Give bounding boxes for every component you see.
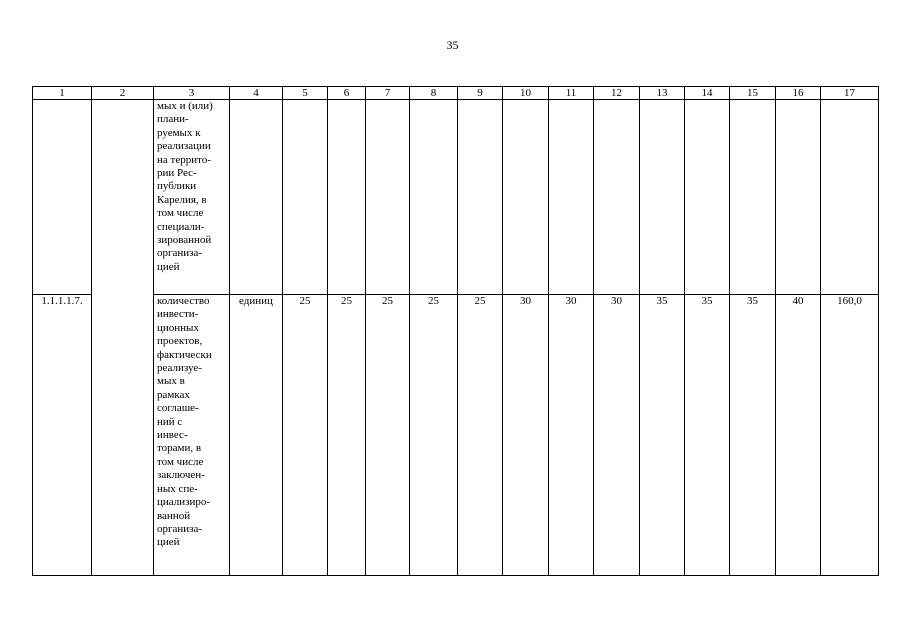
name-line: рамках: [157, 388, 190, 401]
value-cell: [776, 100, 821, 295]
header-cell: 5: [283, 87, 328, 100]
header-cell: 9: [458, 87, 503, 100]
name-line: руемых к: [157, 126, 201, 139]
value-cell: [640, 100, 685, 295]
header-cell: 15: [730, 87, 776, 100]
name-line: мых и (или): [157, 100, 213, 112]
name-line: циализиро-: [157, 496, 211, 509]
unit-cell: единиц: [230, 295, 283, 576]
name-line: реализуе-: [157, 362, 202, 375]
name-line: инвес-: [157, 429, 188, 442]
name-line: специали-: [157, 220, 205, 233]
header-cell: 12: [594, 87, 640, 100]
value-cell: 25: [283, 295, 328, 576]
name-line: мых в: [157, 375, 185, 388]
header-cell: 8: [410, 87, 458, 100]
name-line: реализации: [157, 140, 211, 153]
code-cell: [33, 100, 92, 295]
value-cell: 35: [640, 295, 685, 576]
name-line: количество: [157, 295, 210, 307]
header-cell: 11: [549, 87, 594, 100]
value-cell: 25: [366, 295, 410, 576]
name-line: фактически: [157, 348, 212, 361]
header-cell: 1: [33, 87, 92, 100]
header-cell: 16: [776, 87, 821, 100]
col2-cell: [92, 100, 154, 576]
name-line: ных спе-: [157, 482, 198, 495]
indicator-name-cell: [154, 100, 230, 295]
name-line: Карелия, в: [157, 193, 207, 206]
value-cell: [730, 100, 776, 295]
name-line: заключен-: [157, 469, 205, 482]
value-cell: [685, 100, 730, 295]
name-line: цией: [157, 260, 180, 273]
unit-cell: [230, 100, 283, 295]
header-row: [33, 87, 879, 100]
name-line: соглаше-: [157, 402, 199, 415]
header-cell: 4: [230, 87, 283, 100]
header-cell: 17: [821, 87, 879, 100]
value-cell: [328, 100, 366, 295]
value-cell: 30: [549, 295, 594, 576]
value-cell: 25: [410, 295, 458, 576]
value-cell: 160,0: [821, 295, 879, 576]
header-cell: 7: [366, 87, 410, 100]
value-cell: 30: [503, 295, 549, 576]
value-cell: [458, 100, 503, 295]
header-cell: 10: [503, 87, 549, 100]
value-cell: [821, 100, 879, 295]
name-line: инвести-: [157, 308, 199, 321]
header-cell: 2: [92, 87, 154, 100]
header-cell: 3: [154, 87, 230, 100]
code-cell: 1.1.1.1.7.: [33, 295, 92, 576]
value-cell: 25: [328, 295, 366, 576]
name-line: на террито-: [157, 153, 211, 166]
value-cell: 25: [458, 295, 503, 576]
header-cell: 13: [640, 87, 685, 100]
value-cell: 40: [776, 295, 821, 576]
value-cell: [503, 100, 549, 295]
name-line: плани-: [157, 113, 189, 126]
name-line: том числе: [157, 455, 204, 468]
page-number: 35: [446, 38, 459, 52]
value-cell: [594, 100, 640, 295]
name-line: организа-: [157, 247, 203, 260]
value-cell: [549, 100, 594, 295]
name-line: организа-: [157, 522, 203, 535]
name-line: публики: [157, 180, 197, 193]
name-line: ний с: [157, 415, 183, 428]
value-cell: [283, 100, 328, 295]
name-line: ванной: [157, 509, 191, 522]
indicator-table: [32, 86, 879, 576]
value-cell: 30: [594, 295, 640, 576]
value-cell: 35: [730, 295, 776, 576]
table-row-continuation: [33, 100, 879, 295]
name-line: зированной: [157, 234, 212, 247]
name-line: том числе: [157, 207, 204, 220]
name-line: проектов,: [157, 335, 203, 348]
header-cell: 14: [685, 87, 730, 100]
value-cell: [410, 100, 458, 295]
name-line: цией: [157, 536, 180, 549]
indicator-name-cell: [154, 295, 230, 576]
name-line: торами, в: [157, 442, 202, 455]
value-cell: [366, 100, 410, 295]
table-row-indicator: [33, 295, 879, 576]
name-line: рии Рес-: [157, 167, 197, 180]
name-line: ционных: [157, 321, 199, 334]
value-cell: 35: [685, 295, 730, 576]
header-cell: 6: [328, 87, 366, 100]
